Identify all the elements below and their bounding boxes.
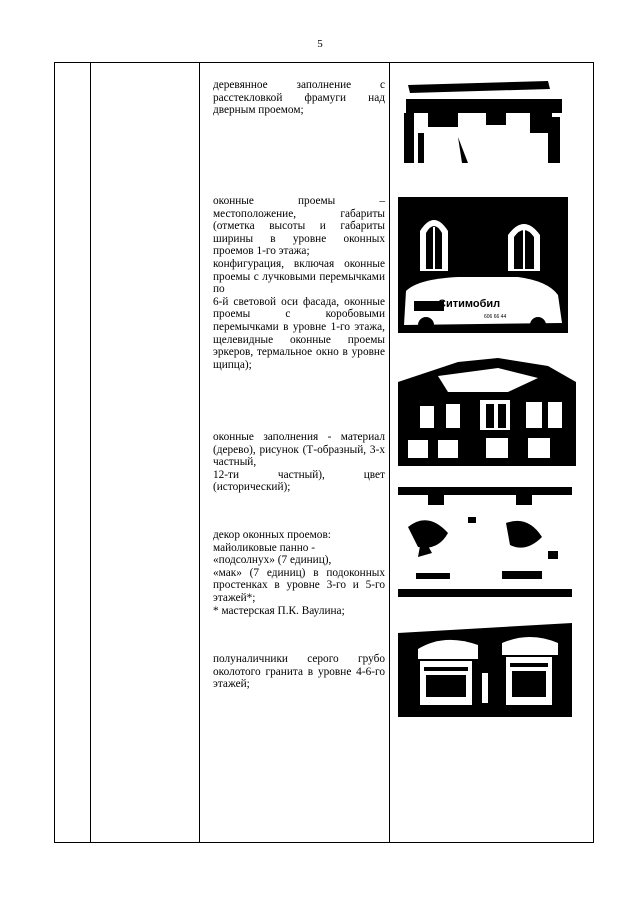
desc-granite-trims — [213, 653, 385, 691]
photo-facade-gable — [398, 352, 576, 472]
page-number: 5 — [317, 38, 323, 50]
column-divider-3 — [389, 63, 390, 842]
desc-line: 6-й световой оси фасада, оконные проемы с коробовыми перемычками в уровне 1-го этажа, щелевидные оконные проемы эркеров, термальное окно в уровне щипца); — [213, 295, 385, 371]
desc-line: * мастерская П.К. Ваулина; — [213, 604, 345, 617]
desc-line: оконные проемы – местоположение, габариты (отметка высоты и габариты ширины в уровне оконных проемов 1-го этажа; — [213, 195, 385, 258]
desc-line: полуналичники серого грубо околотого гранита в уровне 4-6-го этажей; — [213, 653, 385, 691]
car-brand: Ситимобил — [438, 298, 501, 310]
desc-door-transom — [213, 79, 385, 117]
desc-line: конфигурация, включая оконные проемы с лучковыми перемычками по — [213, 257, 385, 296]
desc-line: 12-ти частный), цвет (исторический); — [213, 468, 385, 494]
photo-majolica-panels — [398, 487, 572, 597]
desc-line: деревянное заполнение с расстекловкой фрамуги над дверным проемом; — [213, 79, 385, 117]
heritage-table — [54, 62, 594, 843]
column-divider-2 — [199, 63, 200, 842]
photo-door-transom — [398, 77, 568, 163]
desc-line: майоликовые панно - — [213, 541, 316, 554]
desc-window-openings — [213, 195, 385, 371]
desc-window-fillings — [213, 431, 385, 494]
desc-line: декор оконных проемов: — [213, 529, 331, 541]
desc-line: оконные заполнения - материал (дерево), рисунок (Т-образный, 3-х частный, — [213, 431, 385, 469]
column-divider-1 — [90, 63, 91, 842]
photo-granite-trims — [398, 613, 572, 717]
desc-line: «подсолнух» (7 единиц), — [213, 554, 332, 567]
desc-line: «мак» (7 единиц) в подоконных простенках в уровне 3-го и 5-го этажей*; — [213, 566, 385, 604]
car-phone: 606 66 44 — [484, 314, 507, 320]
photo-arched-windows — [398, 191, 568, 333]
desc-window-decor — [213, 529, 385, 617]
